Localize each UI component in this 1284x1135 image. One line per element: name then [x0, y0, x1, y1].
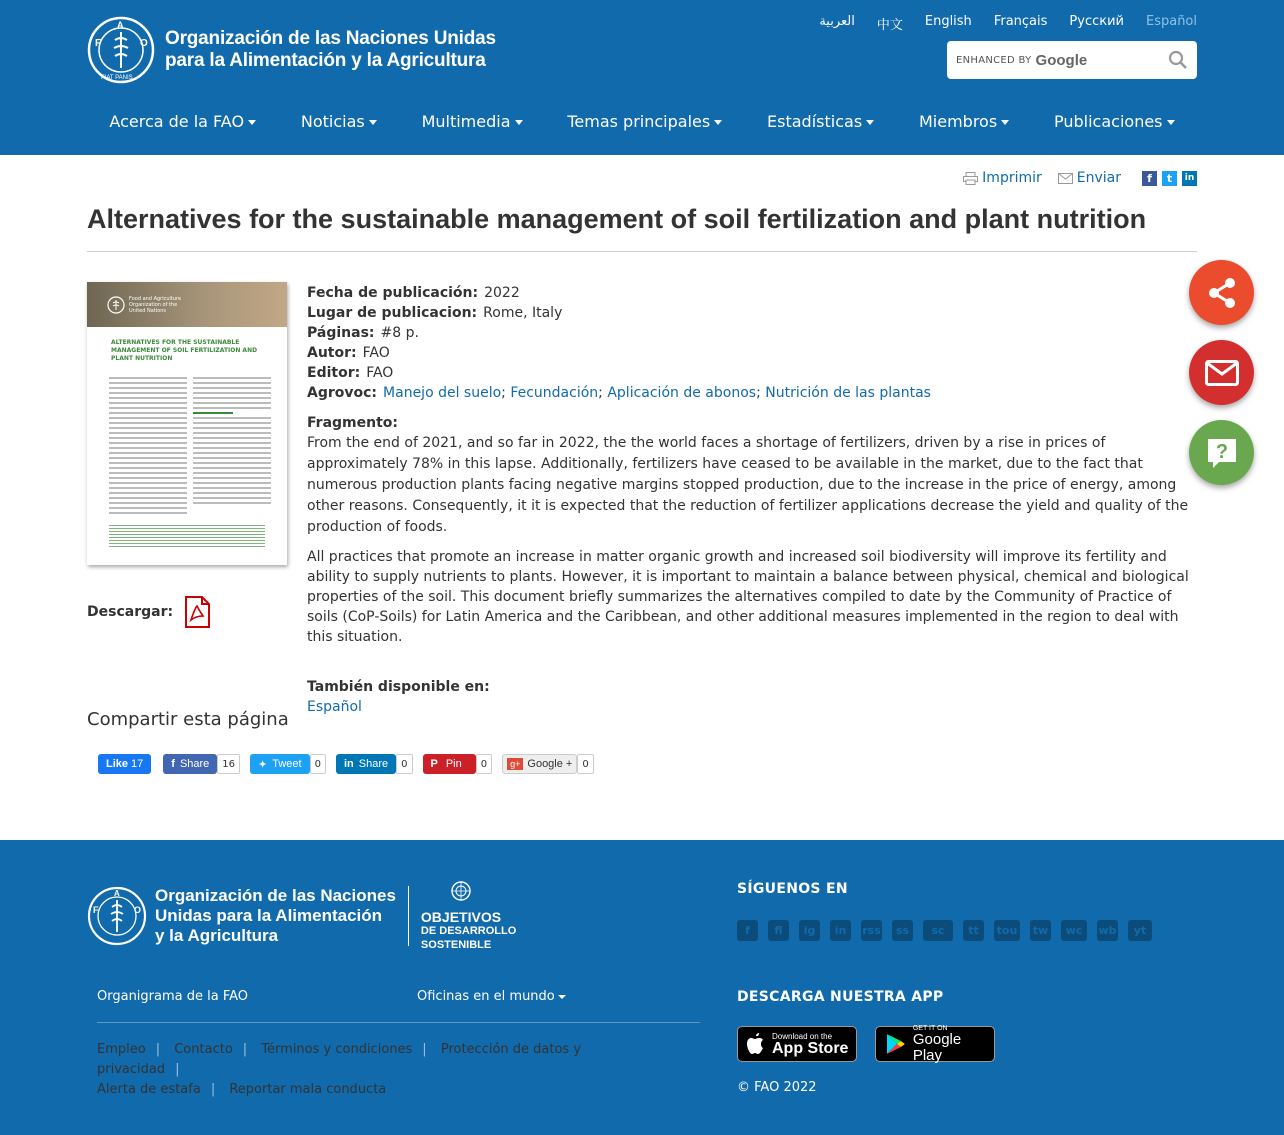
- sdg-line3: SOSTENIBLE: [420, 939, 492, 951]
- lang-arabic[interactable]: العربية: [819, 14, 855, 29]
- svg-text:A: A: [114, 889, 120, 898]
- cover-title: ALTERNATIVES FOR THE SUSTAINABLE MANAGEMENT OF SOIL FERTILIZATION AND PLANT NUTRITION: [111, 339, 258, 362]
- footer-org-line2: Unidas para la Alimentación: [155, 906, 383, 925]
- autor-value: FAO: [362, 345, 390, 361]
- nav-estadisticas[interactable]: Estadísticas: [767, 112, 874, 131]
- page-tools: [963, 170, 1197, 186]
- fecha-value: 2022: [484, 285, 520, 301]
- appstore-big: App Store: [772, 1039, 849, 1057]
- caret-down-icon: [1167, 120, 1175, 125]
- footer-divider: [97, 1022, 700, 1023]
- mail-icon: [1205, 360, 1239, 386]
- share-icon: [1205, 276, 1239, 310]
- nav-temas[interactable]: Temas principales: [567, 112, 722, 131]
- footer-logo[interactable]: [87, 880, 516, 952]
- print-link[interactable]: Imprimir: [963, 170, 1042, 186]
- title-divider: [87, 251, 1197, 252]
- apple-icon: [746, 1032, 768, 1056]
- printer-icon: [963, 172, 978, 185]
- contacto-link[interactable]: Contacto: [174, 1042, 233, 1057]
- linkedin-share-icon[interactable]: in: [1182, 171, 1197, 186]
- app-heading: DESCARGA NUESTRA APP: [737, 989, 944, 1005]
- fao-emblem-icon: [87, 886, 147, 946]
- fragmento-paragraph-2: All practices that promote an increase in matter organic growth and increased soil biodiversity will improve its fertility and ability to supply nutrients to plants. However, it is important to maintain a balance between physical, chemical and biological properties of the soil. This document briefly summarizes the alternatives compiled to date by the Community of Practice of soils (CoP-Soils) for Latin America and the Caribbean, and other additional measures implemented in the region to deal with this situation.: [307, 549, 1189, 645]
- fb-like-count: 17: [131, 758, 144, 770]
- fecha-label: Fecha de publicación:: [307, 285, 479, 301]
- fragmento-label: Fragmento:: [307, 415, 398, 431]
- play-icon: [885, 1032, 907, 1056]
- linkedin-icon: in: [343, 758, 354, 770]
- facebook-share-icon[interactable]: f: [1142, 171, 1157, 186]
- google-play-badge[interactable]: [875, 1026, 995, 1062]
- caret-down-icon: [515, 120, 523, 125]
- gplus-count: 0: [577, 754, 593, 774]
- help-fab[interactable]: [1189, 420, 1254, 485]
- fao-emblem-icon: [87, 16, 155, 84]
- estafa-link[interactable]: Alerta de estafa: [97, 1082, 201, 1097]
- svg-text:O: O: [134, 905, 142, 915]
- pdf-icon[interactable]: [183, 596, 211, 628]
- emblem-motto: FIAT PANIS: [101, 75, 133, 81]
- fb-share-count: 16: [217, 754, 240, 774]
- agrovoc-link[interactable]: Manejo del suelo: [383, 385, 502, 401]
- paginas-label: Páginas:: [307, 325, 375, 341]
- paginas-value: #8 p.: [380, 325, 419, 341]
- tambien-link[interactable]: Español: [307, 699, 362, 715]
- svg-text:?: ?: [1215, 440, 1228, 463]
- empleo-link[interactable]: Empleo: [97, 1042, 146, 1057]
- pinterest-icon: P: [430, 758, 438, 770]
- tiktok-icon[interactable]: tt: [963, 920, 984, 941]
- organigrama-link[interactable]: Organigrama de la FAO: [97, 989, 249, 1004]
- autor-label: Autor:: [307, 345, 357, 361]
- main-nav: [87, 112, 1197, 131]
- flickr-icon[interactable]: fl: [768, 920, 789, 941]
- gplay-small: GET IT ON: [912, 1024, 948, 1032]
- share-heading: Compartir esta página: [87, 709, 289, 730]
- question-bubble-icon: [1205, 436, 1239, 470]
- cover-body: [109, 377, 287, 517]
- linkedin-icon[interactable]: in: [830, 920, 851, 941]
- wechat-icon[interactable]: wc: [1061, 920, 1087, 941]
- app-store-badge[interactable]: [737, 1026, 857, 1062]
- oficinas-dropdown[interactable]: Oficinas en el mundo: [417, 989, 566, 1004]
- lang-chinese[interactable]: 中文: [876, 18, 903, 33]
- publication-cover[interactable]: [87, 282, 287, 565]
- caret-down-icon: [714, 120, 722, 125]
- footer-org-line1: Organización de las Naciones: [155, 886, 396, 905]
- cover-banner-text: Food and Agriculture Organization of the United Nations: [129, 296, 182, 314]
- caret-down-icon: [248, 120, 256, 125]
- weibo-icon[interactable]: wb: [1097, 920, 1118, 941]
- instagram-icon[interactable]: ig: [799, 920, 820, 941]
- lang-english[interactable]: English: [924, 14, 972, 29]
- nav-acerca[interactable]: Acerca de la FAO: [109, 112, 256, 131]
- caret-down-icon: [369, 120, 377, 125]
- copyright: © FAO 2022: [737, 1080, 817, 1095]
- editor-label: Editor:: [307, 365, 361, 381]
- download-row: [87, 596, 211, 628]
- svg-text:F: F: [95, 38, 102, 49]
- privacidad-link[interactable]: Protección de datos y privacidad: [97, 1042, 582, 1077]
- editor-value: FAO: [366, 365, 394, 381]
- lang-spanish[interactable]: Español: [1145, 14, 1197, 29]
- twitter-icon[interactable]: tw: [1030, 920, 1051, 941]
- svg-text:A: A: [117, 20, 124, 30]
- language-switcher: [819, 14, 1197, 33]
- slideshare-icon[interactable]: ss: [892, 920, 913, 941]
- search-enhanced-label: ENHANCED BY: [956, 54, 1032, 66]
- follow-heading: SÍGUENOS EN: [737, 881, 848, 897]
- site-header: [0, 0, 1284, 155]
- svg-text:O: O: [140, 38, 148, 49]
- page-title: Alternatives for the sustainable management of soil fertilization and plant nutrition: [87, 204, 1147, 234]
- agrovoc-label: Agrovoc:: [307, 385, 378, 401]
- toutiao-icon[interactable]: tou: [994, 920, 1020, 941]
- fao-emblem-icon: [107, 296, 125, 314]
- search-icon[interactable]: [1168, 50, 1188, 70]
- lang-russian[interactable]: Русский: [1069, 14, 1124, 29]
- footer-links: Empleo | Contacto | Términos y condiciones | Protección de datos y privacidad | Alerta de estafa | Reportar mala conducta: [97, 1042, 582, 1097]
- sdg-line2: DE DESARROLLO: [420, 925, 517, 937]
- lugar-label: Lugar de publicacion:: [307, 305, 478, 321]
- pinterest-count: 0: [476, 754, 492, 774]
- agrovoc-link[interactable]: Fecundación: [510, 385, 599, 401]
- search-box[interactable]: [947, 41, 1197, 79]
- twitter-share-icon[interactable]: t: [1162, 171, 1177, 186]
- lugar-value: Rome, Italy: [483, 305, 563, 321]
- agrovoc-link[interactable]: Aplicación de abonos: [607, 385, 757, 401]
- nav-multimedia[interactable]: Multimedia: [422, 112, 523, 131]
- nav-publicaciones[interactable]: Publicaciones: [1054, 112, 1175, 131]
- share-bar: [98, 754, 594, 774]
- facebook-icon: f: [171, 758, 175, 770]
- org-name-line1: Organización de las Naciones Unidas: [165, 28, 496, 49]
- terminos-link[interactable]: Términos y condiciones: [261, 1042, 413, 1057]
- fragmento-paragraph-1: From the end of 2021, and so far in 2022, the the world faces a shortage of fertilizers, driven by a rise in prices of approximately 78% in this lapse. Additionally, fertilizers have ceased to be available in the market, due to the fact that numerous production plants facing negative margins stopped production, due to the increase in the price of energy, among other reasons. Consequently, it it is expected that the reduction of fertilizer applications decrease the yield and quality of the production of foods.: [307, 435, 1189, 535]
- fb-like-button[interactable]: [98, 754, 151, 774]
- gplus-button[interactable]: g+ Google +: [502, 754, 577, 774]
- facebook-icon[interactable]: f: [737, 920, 758, 941]
- pinterest-button[interactable]: P Pin: [423, 754, 476, 774]
- svg-text:F: F: [93, 905, 99, 915]
- cover-footnote: [109, 525, 265, 547]
- cover-banner: [87, 282, 287, 327]
- twitter-icon: ✦: [258, 758, 268, 771]
- rss-icon[interactable]: rss: [861, 920, 882, 941]
- caret-down-icon: [558, 995, 566, 999]
- linkedin-count: 0: [396, 754, 412, 774]
- tweet-count: 0: [310, 754, 326, 774]
- mail-fab[interactable]: [1189, 340, 1254, 405]
- tambien-label: También disponible en:: [307, 679, 490, 695]
- gplus-icon: g+: [507, 758, 523, 770]
- caret-down-icon: [1001, 120, 1009, 125]
- publication-metadata: Fecha de publicación: 2022 Lugar de publicacion: Rome, Italy Páginas: #8 p. Autor: FAO Editor: FAO Agrovoc: Manejo del suelo; Fecundación; Aplicación de abonos; Nutrición de las plantas Fragmento: From the end of 2021, and so far in 2022, the the world faces a shortage of fertilizers, driven by a rise in prices of approximately 78% in this lapse. Additionally, fertilizers have ceased to be available in the market, due to the fact that numerous production plants facing negative margins stopped production, due to the increase in the price of energy, among other reasons. Consequently, it it is expected that the reduction of fertilizer applications decrease the yield and quality of the production of foods. All practices that promote an increase in matter organic growth and increased soil biodiversity will improve its fertility and ability to supply nutrients to plants. However, it is important to maintain a balance between physical, chemical and biological properties of the soil. This document briefly summarizes the alternatives compiled to date by the Community of Practice of soils (CoP-Soils) for Latin America and the Caribbean, and other additional measures implemented in the region to deal with this situation. También disponible en: Español: [307, 283, 1197, 717]
- org-name-line2: para la Alimentación y la Agricultura: [165, 50, 486, 71]
- download-label: Descargar:: [87, 604, 174, 620]
- un-emblem-icon: [447, 880, 475, 902]
- tweet-button[interactable]: ✦ Tweet: [250, 754, 310, 774]
- share-fab[interactable]: [1189, 260, 1254, 325]
- envelope-icon: [1058, 173, 1073, 184]
- footer-org-line3: y la Agricultura: [155, 926, 279, 945]
- soundcloud-icon[interactable]: sc: [923, 920, 953, 941]
- conducta-link[interactable]: Reportar mala conducta: [229, 1082, 387, 1097]
- nav-noticias[interactable]: Noticias: [301, 112, 377, 131]
- gplay-big: Google Play: [912, 1030, 962, 1064]
- linkedin-share-button[interactable]: in Share: [336, 754, 396, 774]
- sdg-line1: OBJETIVOS: [420, 909, 502, 925]
- youtube-icon[interactable]: yt: [1128, 920, 1152, 941]
- lang-french[interactable]: Français: [993, 14, 1048, 29]
- google-brand: Google: [1035, 51, 1088, 69]
- nav-miembros[interactable]: Miembros: [919, 112, 1009, 131]
- caret-down-icon: [866, 120, 874, 125]
- send-link[interactable]: Enviar: [1058, 170, 1121, 186]
- fb-like-label: Like: [106, 758, 129, 770]
- fb-share-button[interactable]: f Share: [163, 754, 217, 774]
- appstore-small: Download on the: [772, 1031, 833, 1041]
- social-icons: [737, 920, 1152, 941]
- fao-logo[interactable]: [87, 16, 496, 84]
- agrovoc-link[interactable]: Nutrición de las plantas: [765, 385, 931, 401]
